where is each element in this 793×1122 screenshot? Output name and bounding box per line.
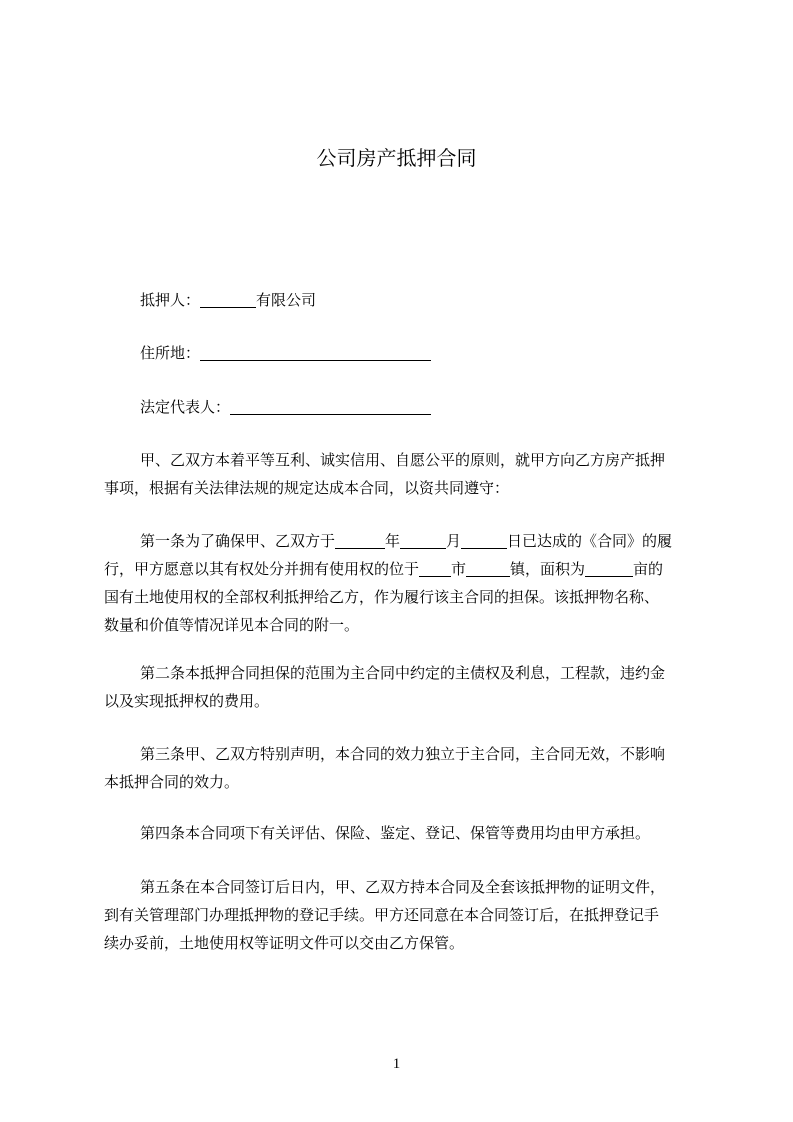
article-1-text-a: 第一条为了确保甲、乙双方于 — [140, 532, 336, 550]
month-blank — [400, 532, 446, 549]
mortgagor-suffix: 有限公司 — [256, 291, 317, 309]
article-1 — [104, 527, 704, 639]
year-unit: 年 — [385, 532, 401, 550]
month-unit: 月 — [446, 532, 462, 550]
city-unit: 市 — [451, 560, 467, 578]
article-3 — [104, 740, 704, 796]
address-label: 住所地： — [140, 344, 201, 362]
article-5-line-2: 到有关管理部门办理抵押物的登记手续。甲方还同意在本合同签订后，在抵押登记手 — [104, 906, 660, 924]
article-1-line-4: 数量和价值等情况详见本合同的附一。 — [104, 616, 360, 634]
year-blank — [335, 532, 385, 549]
article-3-line-1: 第三条甲、乙双方特别声明，本合同的效力独立于主合同，主合同无效，不影响 — [140, 745, 666, 763]
article-2-line-2: 以及实现抵押权的费用。 — [104, 692, 270, 710]
area-blank — [585, 560, 633, 577]
mortgagor-name-blank — [200, 291, 256, 308]
article-1-line-3: 国有土地使用权的全部权利抵押给乙方，作为履行该主合同的担保。该抵押物名称、 — [104, 588, 660, 606]
article-5-line-3: 续办妥前，土地使用权等证明文件可以交由乙方保管。 — [104, 934, 465, 952]
legal-rep-blank — [230, 398, 431, 415]
page-number: 1 — [392, 1056, 401, 1072]
address-line — [104, 339, 704, 367]
mortgagor-label: 抵押人： — [140, 291, 201, 309]
mortgagor-line — [104, 286, 704, 314]
article-4 — [104, 819, 704, 847]
legal-rep-label: 法定代表人： — [140, 398, 231, 416]
legal-rep-line — [104, 393, 704, 421]
article-1-text-d: 日已达成的《合同》的履 — [507, 532, 673, 550]
article-1-text-g: 镇，面积为 — [510, 560, 586, 578]
town-blank — [466, 560, 510, 577]
intro-line-2: 事项，根据有关法律法规的规定达成本合同，以资共同遵守： — [104, 479, 510, 497]
article-5-line-1: 第五条在本合同签订后日内，甲、乙双方持本合同及全套该抵押物的证明文件， — [140, 878, 666, 896]
article-5 — [104, 873, 704, 957]
article-4-line-1: 第四条本合同项下有关评估、保险、鉴定、登记、保管等费用均由甲方承担。 — [140, 824, 651, 842]
day-blank — [461, 532, 507, 549]
article-2-line-1: 第二条本抵押合同担保的范围为主合同中约定的主债权及利息，工程款，违约金 — [140, 664, 666, 682]
article-3-line-2: 本抵押合同的效力。 — [104, 773, 240, 791]
article-1-text-e: 行，甲方愿意以其有权处分并拥有使用权的位于 — [104, 560, 420, 578]
intro-paragraph — [104, 446, 704, 502]
document-title: 公司房产抵押合同 — [316, 146, 477, 170]
article-1-text-h: 亩的 — [633, 560, 664, 578]
address-blank — [200, 344, 431, 361]
article-2 — [104, 659, 704, 715]
intro-line-1: 甲、乙双方本着平等互利、诚实信用、自愿公平的原则，就甲方向乙方房产抵押 — [140, 451, 666, 469]
city-blank — [419, 560, 451, 577]
